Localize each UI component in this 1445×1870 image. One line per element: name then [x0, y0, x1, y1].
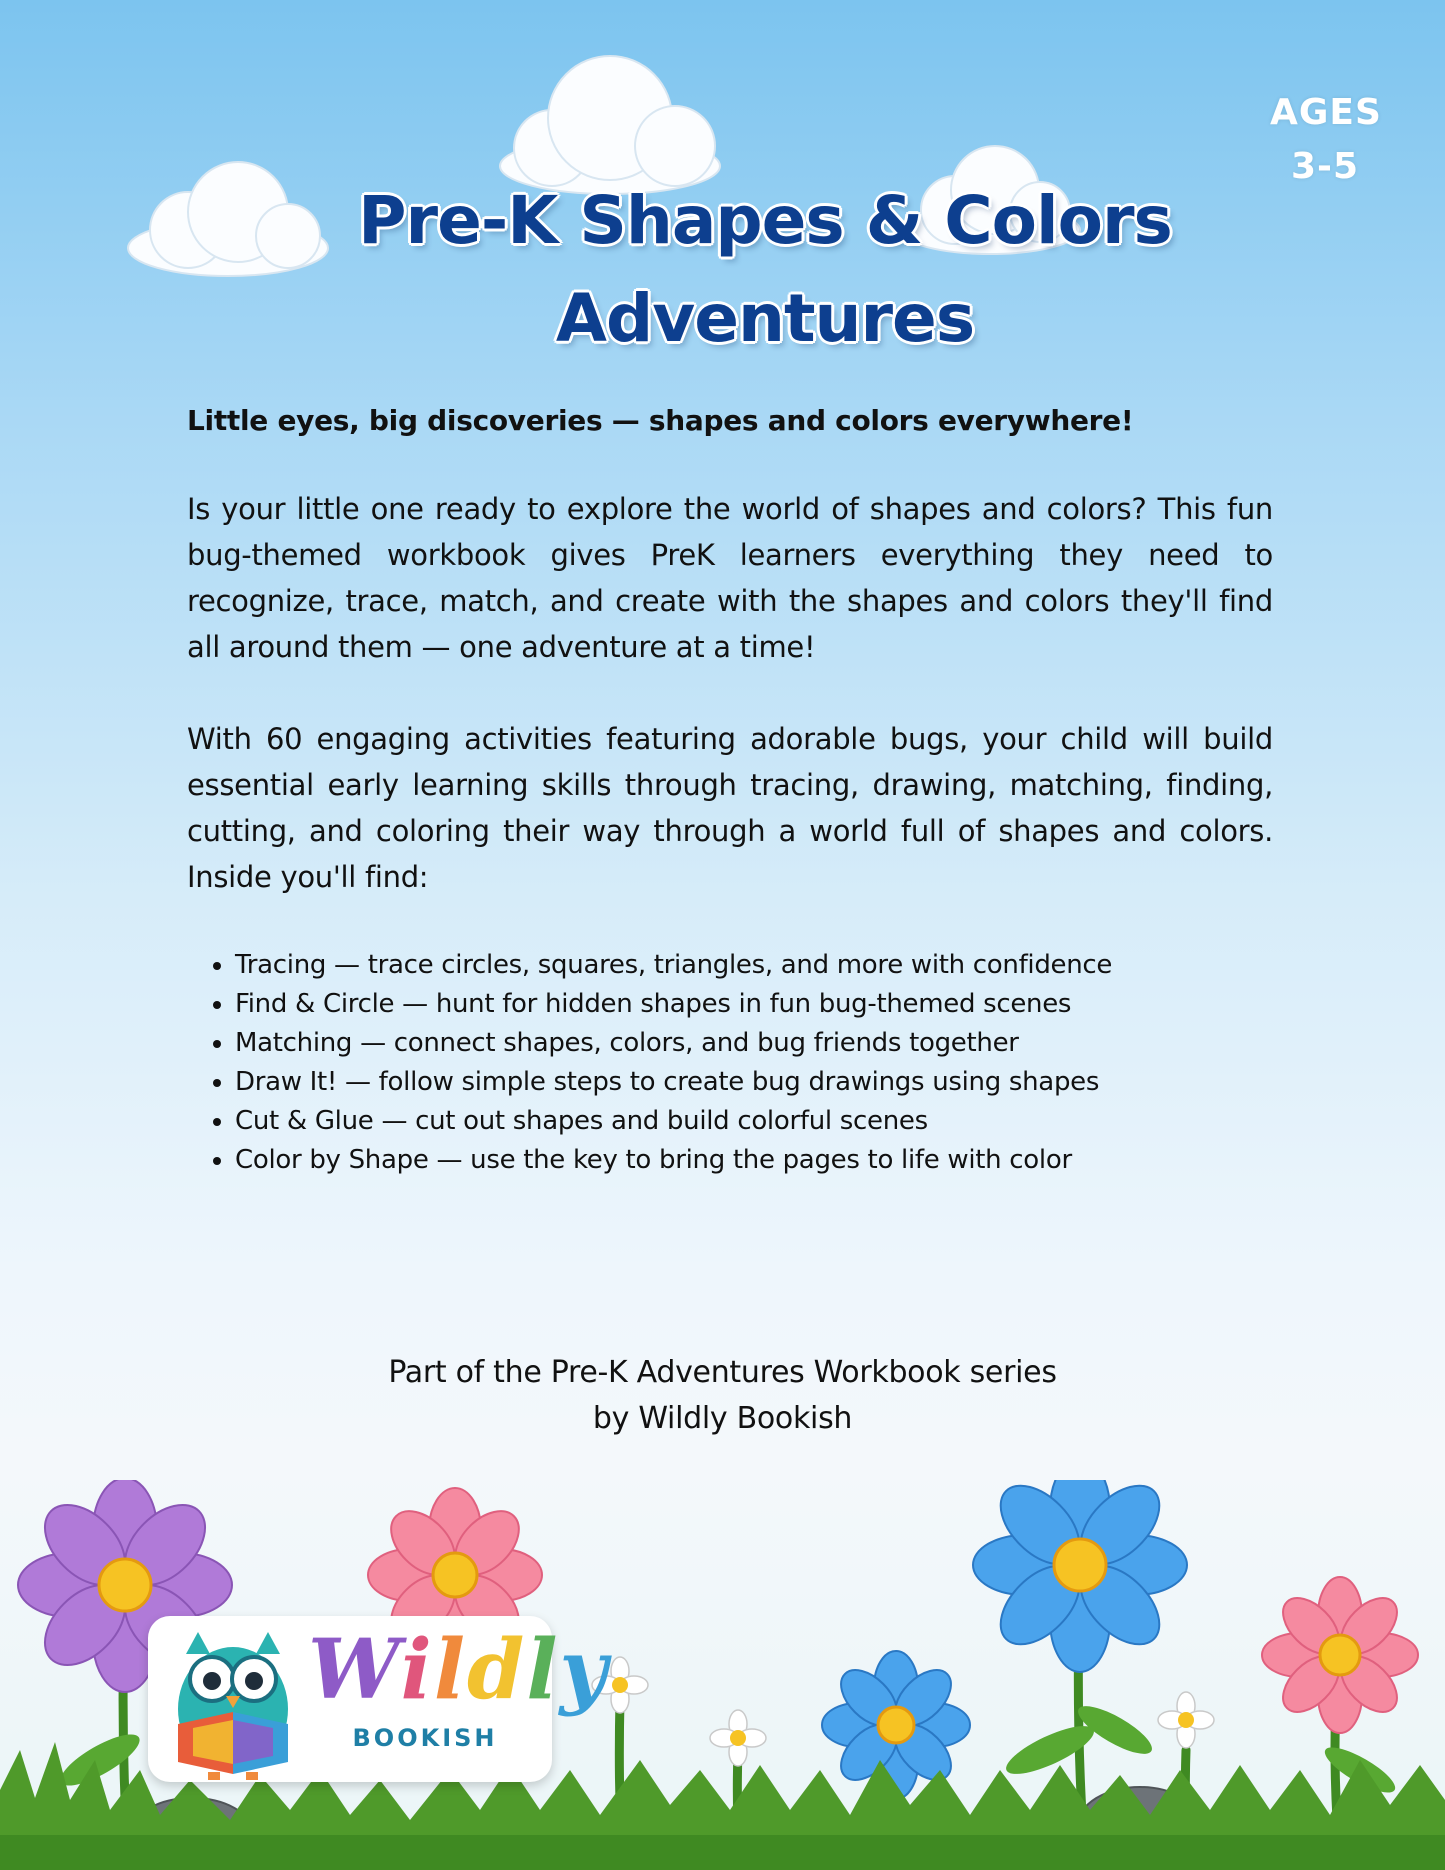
feature-item: • Draw It! — follow simple steps to create bug drawings using shapes — [235, 1063, 1273, 1102]
feature-item: • Find & Circle — hunt for hidden shapes in fun bug-themed scenes — [235, 985, 1273, 1024]
logo-letter: i — [400, 1622, 434, 1718]
logo-letter: d — [466, 1622, 527, 1718]
pink-flower-right — [1262, 1577, 1418, 1733]
description — [187, 398, 1273, 1180]
blue-flower-large — [973, 1480, 1187, 1672]
white-daisy — [710, 1710, 766, 1766]
series-line-2: by Wildly Bookish — [592, 1401, 853, 1436]
logo-subtitle: BOOKISH — [352, 1724, 498, 1752]
logo-letter: l — [433, 1622, 467, 1718]
feature-list — [187, 946, 1273, 1180]
age-badge-range: 3-5 — [1290, 146, 1360, 187]
tagline: Little eyes, big discoveries — shapes and colors everywhere! — [187, 404, 1134, 437]
paragraph-activities: With 60 engaging activities featuring adorable bugs, your child will build essential early learning skills through tracing, drawing, matching, finding, cutting, and coloring their way through a world full of shapes and colors. Inside you'll find: — [187, 722, 1273, 894]
page-title — [180, 172, 1350, 368]
logo-letter: l — [526, 1622, 560, 1718]
logo-wordmark — [308, 1620, 609, 1720]
logo-letter: y — [559, 1622, 610, 1718]
series-line-1: Part of the Pre-K Adventures Workbook series — [388, 1355, 1057, 1390]
series-credit — [0, 1350, 1445, 1442]
feature-item: • Tracing — trace circles, squares, triangles, and more with confidence — [235, 946, 1273, 985]
title-line-2: Adventures — [555, 280, 975, 357]
feature-item: • Matching — connect shapes, colors, and bug friends together — [235, 1024, 1273, 1063]
blue-flower-small — [822, 1651, 970, 1799]
white-daisy — [1158, 1692, 1214, 1748]
title-line-1: Pre-K Shapes & Colors — [358, 182, 1172, 259]
logo-letter: W — [308, 1622, 401, 1718]
owl-reading-book-icon — [168, 1624, 298, 1784]
feature-item: • Color by Shape — use the key to bring the pages to life with color — [235, 1141, 1273, 1180]
paragraph-intro: Is your little one ready to explore the world of shapes and colors? This fun bug-themed workbook gives PreK learners everything they need to recognize, trace, match, and create with the shapes and colors they'll find all around them — one adventure at a time! — [187, 492, 1273, 664]
feature-item: • Cut & Glue — cut out shapes and build colorful scenes — [235, 1102, 1273, 1141]
age-badge-label: AGES — [1270, 92, 1382, 133]
